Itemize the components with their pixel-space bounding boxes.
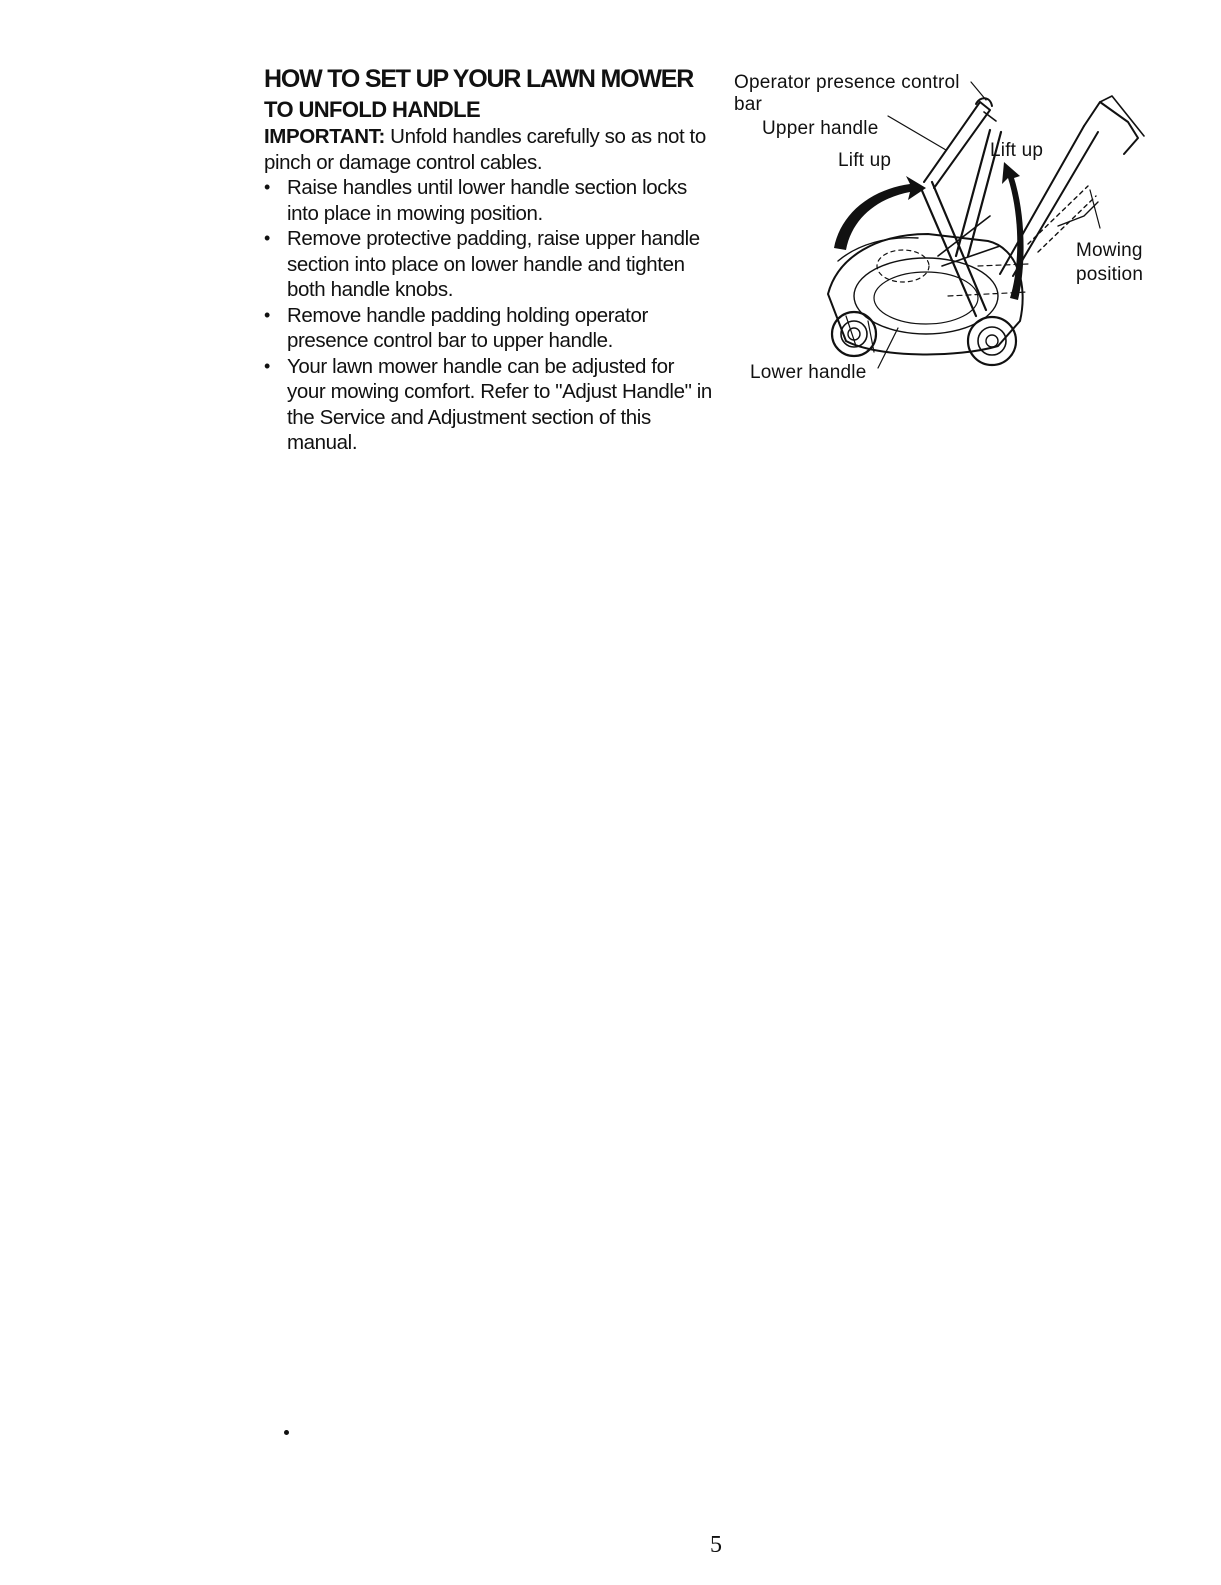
important-label: IMPORTANT: (264, 125, 385, 148)
bullet-icon: • (264, 228, 270, 248)
bullet-icon: • (264, 355, 270, 376)
list-item (264, 226, 714, 303)
page-number: 5 (710, 1532, 722, 1558)
list-item-text: Remove protective padding, raise upper handle section into place on lower handle and tighten both handle knobs. (287, 227, 700, 301)
bullet-icon: • (264, 177, 270, 197)
list-item-text: Your lawn mower handle can be adjusted for your mowing comfort. Refer to "Adjust Handle" in the Service and Adjustment section of this manual. (287, 354, 712, 454)
list-item (264, 175, 714, 226)
label-position: position (1076, 264, 1144, 285)
lift-up-arrow-right (1002, 162, 1024, 300)
section-title: HOW TO SET UP YOUR LAWN MOWER (264, 65, 694, 93)
label-operator-bar: bar (734, 94, 763, 115)
lawn-mower-drawing (728, 66, 1158, 396)
label-mowing: Mowing (1076, 240, 1143, 261)
instructions-column (264, 64, 714, 456)
instruction-list (264, 175, 714, 456)
label-upper-handle: Upper handle (762, 118, 879, 139)
lawn-mower-illustration (728, 66, 1158, 396)
bullet-icon: • (264, 304, 270, 325)
list-item (264, 303, 714, 354)
list-item-text: Raise handles until lower handle section locks into place in mowing position. (287, 176, 687, 225)
scan-speck (284, 1430, 289, 1435)
subsection-title: TO UNFOLD HANDLE (264, 97, 481, 122)
label-lower-handle: Lower handle (750, 362, 867, 383)
important-text: Unfold handles carefully so as not to pinch or damage control cables. (264, 125, 706, 174)
label-lift-up-right: Lift up (990, 140, 1044, 161)
label-operator-presence-control: Operator presence control (734, 72, 960, 93)
list-item-text: Remove handle padding holding operator presence control bar to upper handle. (287, 303, 648, 352)
important-note (264, 124, 714, 175)
lift-up-arrow-left (834, 176, 926, 250)
list-item (264, 354, 714, 456)
label-lift-up-left: Lift up (838, 150, 892, 171)
